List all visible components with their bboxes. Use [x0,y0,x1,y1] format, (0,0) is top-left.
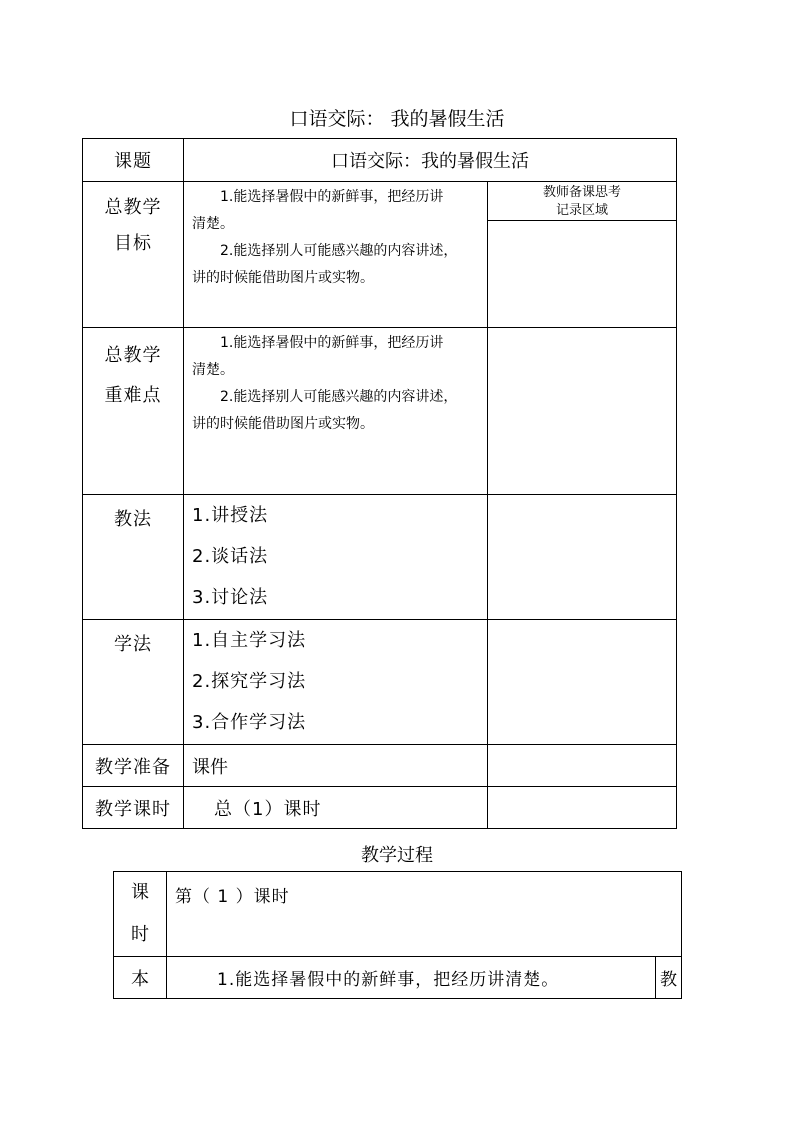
hours-notes [488,787,677,829]
goals-label-line1: 总教学 [104,197,162,218]
keypoints-label [83,328,184,495]
prep-notes [488,745,677,787]
lesson-label-line2: 时 [131,924,149,945]
keypoints-content [184,328,488,495]
lesson-row [114,872,682,957]
topic-label: 课题 [83,139,184,182]
lesson-label-line1: 课 [131,882,149,903]
goals-label [83,182,184,328]
keypoints-label-line2: 重难点 [104,385,162,406]
objective-value: 1.能选择暑假中的新鲜事，把经历讲清楚。 [167,957,656,999]
methods-item: 3.讨论法 [192,587,269,608]
learning-notes [488,620,677,745]
methods-item: 1.讲授法 [192,505,269,526]
goals-line: 讲的时候能借助图片或实物。 [192,270,374,286]
learning-row [83,620,677,745]
goals-row [83,182,677,328]
notes-header-line2: 记录区域 [555,203,608,218]
objective-label: 本 [114,957,167,999]
notes-area [488,182,677,328]
methods-list [184,495,488,620]
learning-item: 1.自主学习法 [192,630,307,651]
notes-header [488,182,676,221]
methods-label: 教法 [83,495,184,620]
prep-label: 教学准备 [83,745,184,787]
lesson-label [114,872,167,957]
prep-value: 课件 [184,745,488,787]
learning-item: 3.合作学习法 [192,712,307,733]
methods-item: 2.谈话法 [192,546,269,567]
learning-label: 学法 [83,620,184,745]
methods-notes [488,495,677,620]
lesson-value: 第（ 1 ）课时 [167,872,682,957]
learning-list [184,620,488,745]
goals-label-line2: 目标 [114,233,152,254]
keypoints-label-line1: 总教学 [104,345,162,366]
notes-header-line1: 教师备课思考 [542,185,621,200]
process-title: 教学过程 [361,845,433,866]
goals-line: 2.能选择别人可能感兴趣的内容讲述， [220,243,458,259]
hours-value: 总（1）课时 [184,787,488,829]
topic-row [83,139,677,182]
objective-row [114,957,682,999]
page-title: 口语交际： 我的暑假生活 [289,108,505,130]
keypoints-line: 2.能选择别人可能感兴趣的内容讲述， [220,389,458,405]
keypoints-line: 讲的时候能借助图片或实物。 [192,416,374,432]
goals-line: 清楚。 [192,216,234,232]
goals-content [184,182,488,328]
topic-value: 口语交际：我的暑假生活 [184,139,677,182]
process-table [113,871,682,999]
keypoints-notes [488,328,677,495]
learning-item: 2.探究学习法 [192,671,307,692]
prep-row [83,745,677,787]
keypoints-line: 清楚。 [192,362,234,378]
lesson-plan-table [82,138,677,829]
methods-row [83,495,677,620]
keypoints-row [83,328,677,495]
goals-line: 1.能选择暑假中的新鲜事，把经历讲 [220,189,444,205]
hours-row [83,787,677,829]
keypoints-line: 1.能选择暑假中的新鲜事，把经历讲 [220,335,444,351]
hours-label: 教学课时 [83,787,184,829]
objective-right: 教 [656,957,682,999]
